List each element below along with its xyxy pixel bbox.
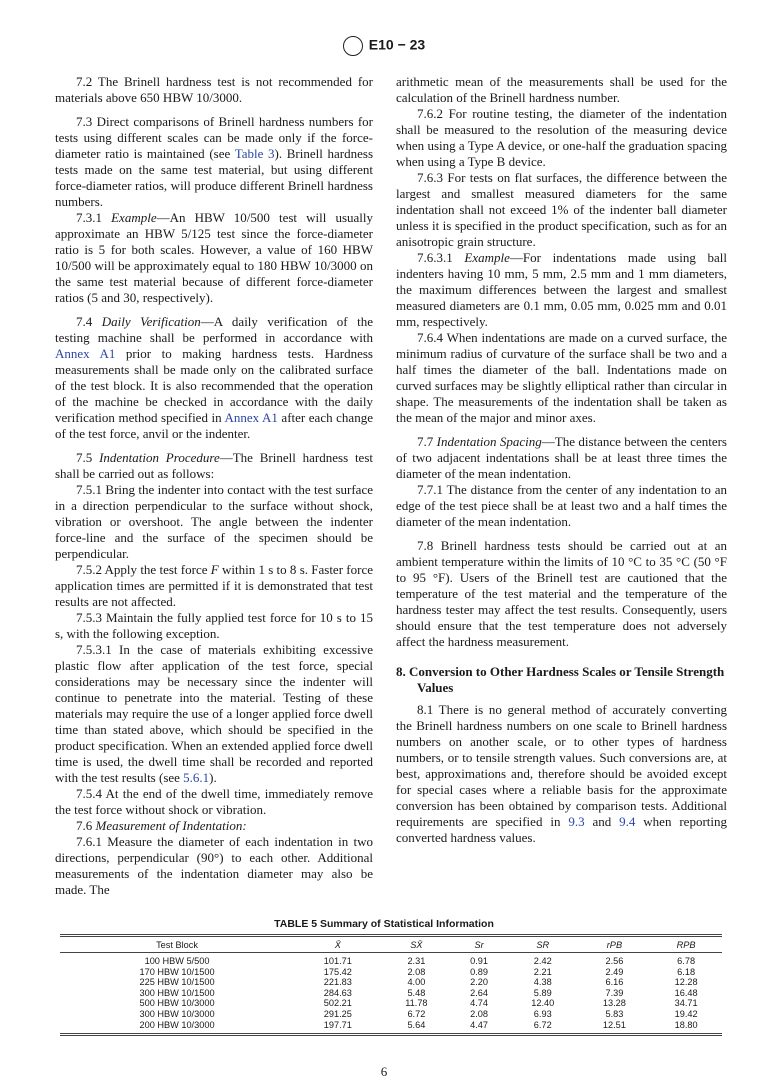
table-cell: 4.00	[407, 977, 426, 988]
page-header	[0, 36, 768, 56]
cross-reference-link[interactable]: Annex A1	[55, 346, 116, 361]
table-cell: 170 HBW 10/1500	[139, 966, 215, 977]
table-cell: 6.72	[533, 1019, 552, 1030]
table-row	[60, 988, 722, 999]
table-cell: 13.28	[602, 998, 626, 1009]
table-cell: 300 HBW 10/1500	[139, 987, 215, 998]
paragraph: 7.7.1 The distance from the center of any indentation to an edge of the test piece shall be at least two and a half times the diameter of the mean indentation.	[396, 482, 727, 529]
table-cell: 2.20	[470, 977, 488, 988]
cross-reference-link[interactable]: 9.3	[568, 814, 585, 829]
paragraph: 7.3.1 Example—An HBW 10/500 test will usually approximate an HBW 5/125 test since the force-diameter ratio is 5 for both scales. However, a value of 160 HBW 10/500 will be approximately equal to 180 HBW 10/3000 on the same test material because of different force-diameter ratios (5 and 30, respectively).	[55, 210, 373, 305]
table-cell: 12.40	[531, 998, 555, 1009]
table-cell: 101.71	[323, 956, 352, 966]
table-cell: 6.78	[677, 956, 696, 966]
astm-logo-icon	[343, 36, 363, 56]
table-cell: 502.21	[323, 998, 352, 1009]
table-row	[60, 967, 722, 978]
table-cell: 4.74	[470, 998, 488, 1009]
column-header: SX̄	[410, 940, 423, 950]
statistics-table	[60, 934, 722, 1036]
paragraph: arithmetic mean of the measurements shall be used for the calculation of the Brinell hardness number.	[396, 74, 727, 105]
table-cell: 6.16	[605, 977, 624, 988]
table-row	[60, 1009, 722, 1020]
body-columns	[55, 74, 727, 898]
table-cell: 7.39	[605, 987, 624, 998]
table-row	[60, 998, 722, 1009]
italic-term: Indentation Procedure	[99, 450, 220, 465]
table-cell: 6.93	[533, 1008, 552, 1019]
table-row	[60, 1020, 722, 1035]
left-column	[55, 74, 373, 898]
cross-reference-link[interactable]: Annex A1	[224, 410, 278, 425]
table-cell: 291.25	[323, 1008, 352, 1019]
column-header: X̄	[334, 940, 341, 950]
table-cell: 197.71	[323, 1019, 352, 1030]
paragraph: 7.6 Measurement of Indentation:	[76, 818, 247, 833]
table-cell: 2.08	[470, 1008, 488, 1019]
paragraph: 7.5.3.1 In the case of materials exhibiting excessive plastic flow after application of the test force, special considerations may be necessary since the indenter will continue to penetrate into the material. Testing of these materials may require the use of a longer applied force dwell time than stated above, which should be specified in the product specification. When an extended applied force dwell time is used, the dwell time shall be recorded and reported with the test results (see 5.6.1).	[55, 642, 373, 785]
table-cell: 16.48	[674, 987, 698, 998]
table-cell: 6.18	[677, 966, 696, 977]
table-cell: 4.47	[470, 1019, 488, 1030]
cross-reference-link[interactable]: Table 3	[234, 146, 275, 161]
right-column	[396, 74, 727, 846]
table-row	[60, 953, 722, 967]
table-cell: 2.31	[407, 956, 426, 966]
table-cell: 300 HBW 10/3000	[139, 1008, 215, 1019]
table-cell: 0.91	[470, 956, 488, 966]
italic-term: F	[210, 562, 219, 577]
table-cell: 18.80	[674, 1019, 698, 1030]
table-header-row	[60, 936, 722, 953]
table-title: TABLE 5 Summary of Statistical Information	[274, 918, 494, 930]
table-cell: 284.63	[323, 987, 352, 998]
column-header: Test Block	[156, 940, 198, 950]
table-cell: 5.89	[533, 987, 552, 998]
table-cell: 4.38	[533, 977, 552, 988]
table-cell: 6.72	[407, 1008, 426, 1019]
paragraph: 8.1 There is no general method of accurately converting the Brinell hardness numbers on one scale to Brinell hardness numbers on another scale, or to other types of hardness numbers, or to tensile strength values. Such conversions are, at best, approximations and, therefore should be avoided except for special cases where a reliable basis for the approximate conversion has been obtained by comparison tests. Additional requirements are specified in 9.3 and 9.4 when reporting converted hardness values.	[396, 702, 728, 845]
table-cell: 5.83	[605, 1008, 624, 1019]
paragraph: 7.8 Brinell hardness tests should be carried out at an ambient temperature within the limits of 10 °C to 35 °C (50 °F to 95 °F). Users of the Brinell test are cautioned that the temperature of the test material and the temperature of the hardness tester may affect the test results. Consequently, users should ensure that the test temperature does not adversely affect the hardness measurement.	[396, 538, 727, 649]
paragraph: 7.5.3 Maintain the fully applied test force for 10 s to 15 s, with the following exception.	[55, 610, 373, 641]
paragraph: 7.4 Daily Verification—A daily verification of the testing machine shall be performed in accordance with Annex A1 prior to making hardness tests. Hardness measurements shall be made only on the calibrated surface of the test block. It is also recommended that the operation of the machine be checked in accordance with the daily verification method specified in Annex A1 after each change of the test force, anvil or the indenter.	[55, 314, 373, 441]
table-cell: 0.89	[470, 966, 488, 977]
table-cell: 2.49	[605, 966, 624, 977]
table-cell: 100 HBW 5/500	[144, 956, 210, 966]
column-header: rPB	[606, 940, 623, 950]
table-cell: 12.51	[602, 1019, 626, 1030]
table-cell: 5.64	[407, 1019, 426, 1030]
table-cell: 2.08	[407, 966, 426, 977]
table-cell: 2.21	[533, 966, 552, 977]
paragraph: 7.5.4 At the end of the dwell time, immediately remove the test force without shock or vibration.	[55, 786, 373, 817]
table-cell: 2.64	[470, 987, 488, 998]
table-cell: 221.83	[323, 977, 352, 988]
paragraph: 7.5 Indentation Procedure—The Brinell hardness test shall be carried out as follows:	[55, 450, 374, 481]
table-cell: 11.78	[405, 998, 428, 1009]
paragraph: 7.6.3 For tests on flat surfaces, the difference between the largest and smallest measured diameters for the same indentation shall not exceed 1% of the indenter ball diameter unless it is specified in the product specification, such as for an anisotropic grain structure.	[396, 170, 727, 249]
column-header: RPB	[676, 940, 696, 950]
table-cell: 500 HBW 10/3000	[139, 998, 215, 1009]
paragraph: 7.5.1 Bring the indenter into contact with the test surface in a direction perpendicular to the surface without shock, vibration or overshoot. The angle between the indenter force-line and the surface of the specimen should be perpendicular.	[55, 482, 373, 561]
table-cell: 34.71	[674, 998, 698, 1009]
cross-reference-link[interactable]: 9.4	[619, 814, 636, 829]
paragraph: 7.6.4 When indentations are made on a curved surface, the minimum radius of curvature of the surface shall be two and a half times the diameter of the ball. Indentations made on curved surfaces may be slightly elliptical rather than circular in shape. The measurements of the indentation shall be taken as the mean of the major and minor axes.	[396, 330, 727, 425]
italic-term: Indentation Spacing	[436, 434, 542, 449]
paragraph: 7.6.2 For routine testing, the diameter of the indentation shall be measured to the resolution of the measuring device when using a Type A device, or one-half the graduation spacing when using a Type B device.	[396, 106, 727, 169]
italic-term: Measurement of Indentation:	[95, 818, 247, 833]
cross-reference-link[interactable]: 5.6.1	[183, 770, 210, 785]
paragraph: 7.6.1 Measure the diameter of each indentation in two directions, perpendicular (90°) to each other. Additional measurements of the indentation diameter may also be made. The	[55, 834, 373, 897]
paragraph: 7.3 Direct comparisons of Brinell hardness numbers for tests using different scales can be made only if the force-diameter ratio is maintained (see Table 3). Brinell hardness tests made on the same test material, but using different force-diameter ratios, will produce different Brinell hardness numbers.	[55, 114, 374, 209]
table-cell: 2.42	[533, 956, 552, 966]
designation: E10 − 23	[368, 36, 426, 53]
column-header: Sr	[474, 940, 484, 950]
table-cell: 2.56	[605, 956, 624, 966]
italic-term: Daily Verification	[101, 314, 201, 329]
paragraph: 7.7 Indentation Spacing—The distance between the centers of two adjacent indentations shall be at least three times the diameter of the mean indentation.	[396, 434, 727, 481]
table-cell: 200 HBW 10/3000	[139, 1019, 215, 1030]
table-cell: 225 HBW 10/1500	[139, 977, 215, 988]
paragraph: 7.6.3.1 Example—For indentations made using ball indenters having 10 mm, 5 mm, 2.5 mm and 1 mm diameters, the maximum differences between the largest and smallest measured diameters are 0.1 mm, 0.05 mm, 0.025 mm and 0.01 mm, respectively.	[396, 250, 728, 329]
table-row	[60, 977, 722, 988]
table-body	[60, 953, 722, 1035]
page-number: 6	[380, 1064, 388, 1080]
column-header: SR	[536, 940, 550, 950]
table-cell: 175.42	[323, 966, 352, 977]
italic-term: Example	[111, 210, 157, 225]
table-cell: 12.28	[674, 977, 698, 988]
section-heading: 8. Conversion to Other Hardness Scales or Tensile Strength Values	[396, 664, 725, 695]
table-cell: 5.48	[407, 987, 426, 998]
table-cell: 19.42	[674, 1008, 698, 1019]
paragraph: 7.5.2 Apply the test force F within 1 s to 8 s. Faster force application times are permitted if it is demonstrated that test results are not affected.	[55, 562, 373, 609]
paragraph: 7.2 The Brinell hardness test is not recommended for materials above 650 HBW 10/3000.	[55, 74, 373, 105]
italic-term: Example	[464, 250, 510, 265]
